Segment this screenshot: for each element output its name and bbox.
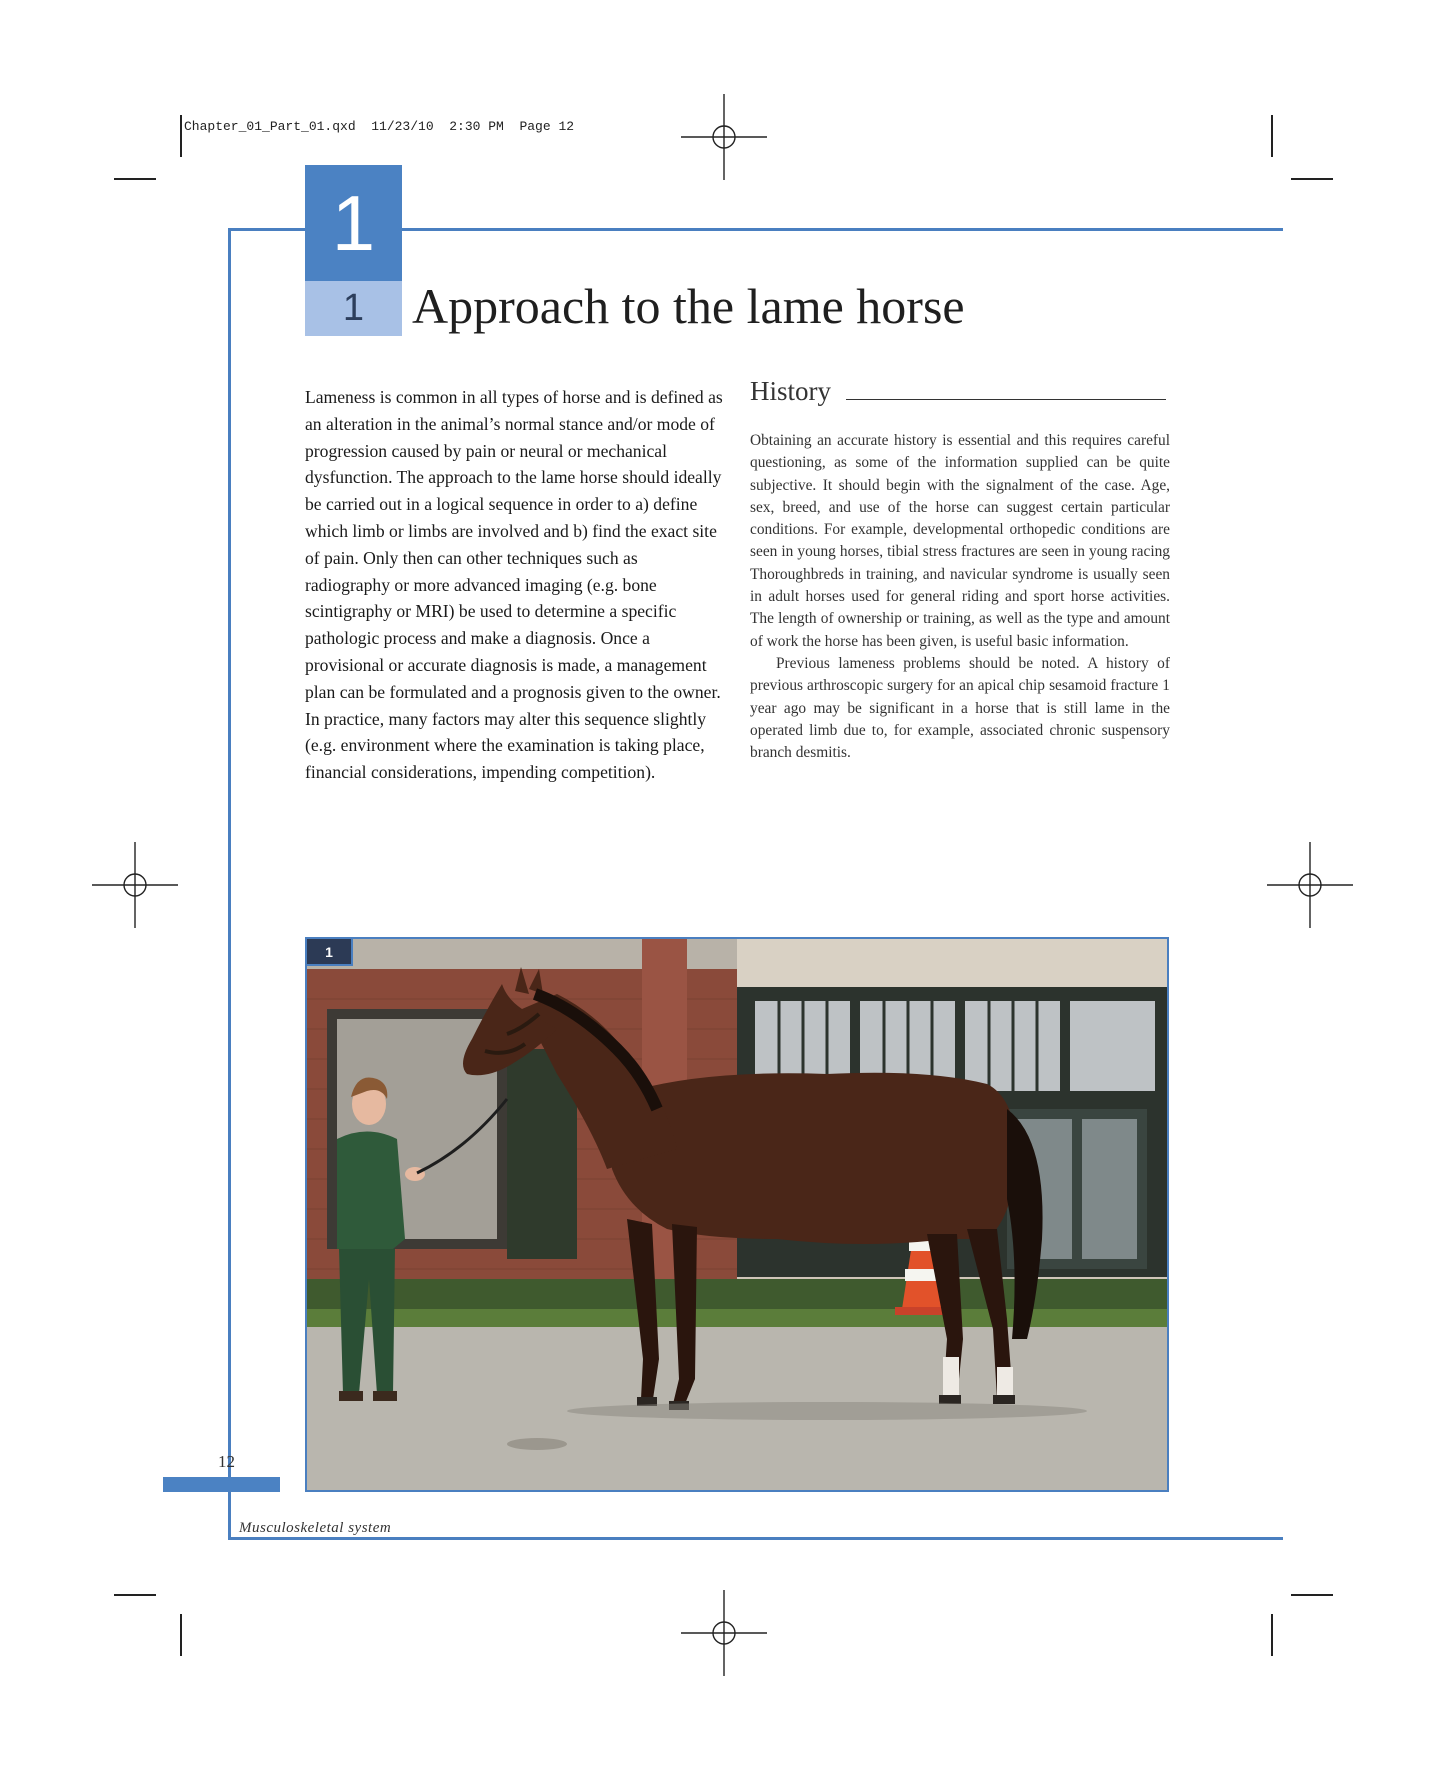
crop-mark (114, 178, 156, 180)
history-heading: History (750, 376, 831, 406)
registration-target-icon (1265, 840, 1355, 930)
figure-label: 1 (307, 939, 353, 966)
crop-mark (180, 115, 182, 157)
crop-mark (1291, 1594, 1333, 1596)
crop-mark (114, 1594, 156, 1596)
registration-target-icon (679, 1588, 769, 1678)
history-paragraph: Obtaining an accurate history is essential and this requires careful questioning, as some of the information supplied can be quite subjective. It should begin with the signalment of the case. Age, sex, breed, and use of the horse can suggest certain particular conditions. For example, developmental orthopedic conditions are seen in young horses, tibial stress fractures are seen in young racing Thoroughbreds in training, and navicular syndrome is usually seen in adult horses used for general riding and sport horse activities. The length of ownership or training, as well as the type and amount of work the horse has been given, is useful basic information. (750, 432, 1170, 650)
chapter-title: Approach to the lame horse (412, 278, 965, 334)
registration-target-icon (679, 92, 769, 182)
registration-target-icon (90, 840, 180, 930)
print-slug: Chapter_01_Part_01.qxd 11/23/10 2:30 PM Page 12 (184, 119, 575, 134)
crop-mark (1271, 1614, 1273, 1656)
crop-mark (1271, 115, 1273, 157)
history-body (750, 430, 1170, 764)
running-footer: Musculoskeletal system (239, 1520, 392, 1536)
heading-rule (846, 399, 1166, 400)
page-number: 12 (218, 1452, 235, 1471)
history-paragraph: Previous lameness problems should be noted. A history of previous arthroscopic surgery for an apical chip sesamoid fracture 1 year ago may be significant in a horse that is still lame in the operated limb due to, for example, associated chronic suspensory branch desmitis. (750, 654, 1170, 762)
left-rule (228, 228, 231, 1540)
horse-photo-illustration (307, 939, 1167, 1490)
chapter-number-box: 1 (305, 165, 402, 281)
crop-mark (180, 1614, 182, 1656)
figure-photo (305, 937, 1169, 1492)
page-number-bar (163, 1477, 280, 1492)
bottom-rule (228, 1537, 1283, 1540)
crop-mark (1291, 178, 1333, 180)
intro-paragraph: Lameness is common in all types of horse and is defined as an alteration in the animal’s normal stance and/or mode of progression caused by pain or neural or mechanical dysfunction. The approach to the lame horse should ideally be carried out in a logical sequence in order to a) define which limb or limbs are involved and b) find the exact site of pain. Only then can other techniques such as radiography or more advanced imaging (e.g. bone scintigraphy or MRI) be used to determine a specific pathologic process and make a diagnosis. Once a provisional or accurate diagnosis is made, a management plan can be formulated and a prognosis given to the owner. In practice, many factors may alter this sequence slightly (e.g. environment where the examination is taking place, financial considerations, impending competition). (305, 387, 723, 783)
section-number-box: 1 (305, 281, 402, 336)
